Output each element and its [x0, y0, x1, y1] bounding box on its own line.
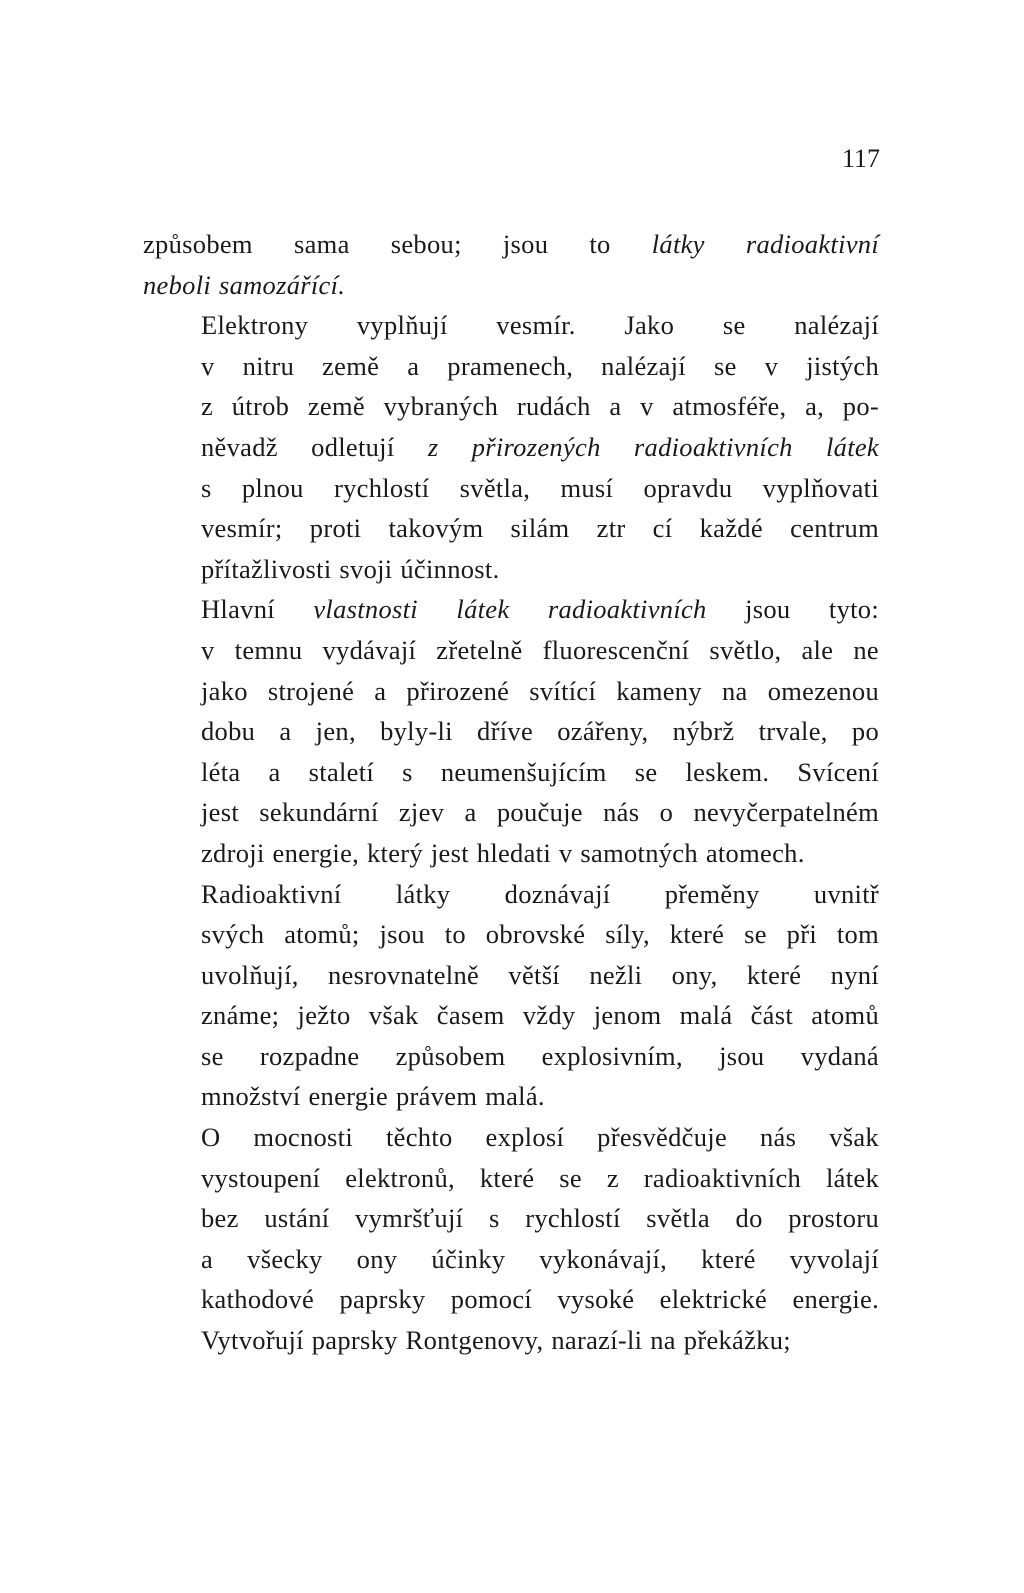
text-run: s plnou rychlostí světla, musí opravdu vyplňovati [201, 472, 879, 503]
text-line [143, 792, 879, 833]
text-run: přítažlivosti svoji účinnost. [201, 553, 500, 584]
text-line [143, 265, 879, 306]
text-run: známe; ježto však časem vždy jenom malá část atomů [201, 1000, 879, 1031]
text-run: Vytvořují paprsky Rontgenovy, narazí-li na překážku; [201, 1325, 791, 1356]
text-line [143, 549, 879, 590]
text-run: vystoupení elektronů, které se z radioaktivních látek [201, 1162, 879, 1193]
text-line [143, 955, 879, 996]
text-line [143, 1279, 879, 1320]
text-line [143, 305, 879, 346]
text-line [143, 386, 879, 427]
text-run: uvolňují, nesrovnatelně větší nežli ony, které nyní [201, 959, 879, 990]
italic-term: látky radioaktivní [651, 229, 880, 259]
text-run: z útrob země vybraných rudách a v atmosféře, a, po- [201, 391, 879, 422]
text-run: Elektrony vyplňují vesmír. Jako se nalézají [201, 310, 879, 341]
text-run: a všecky ony účinky vykonávají, které vyvolají [201, 1243, 879, 1274]
text-line [143, 752, 879, 793]
text-run: v temnu vydávají zřetelně fluorescenční světlo, ale ne [201, 634, 879, 665]
text-run: dobu a jen, byly-li dříve ozářeny, nýbrž trvale, po [201, 716, 879, 747]
text-run: něvadž odletují [201, 431, 428, 462]
text-run: zdroji energie, který jest hledati v samotných atomech. [201, 837, 805, 868]
paragraph [143, 305, 879, 589]
text-line [143, 427, 879, 468]
text-line [143, 1036, 879, 1077]
text-run: Hlavní [201, 594, 314, 625]
text-line [143, 1076, 879, 1117]
text-line [143, 346, 879, 387]
text-run: O mocnosti těchto explosí přesvědčuje nás však [201, 1122, 879, 1153]
text-line [143, 671, 879, 712]
paragraph [143, 589, 879, 873]
text-line [143, 1198, 879, 1239]
page-number: 117 [841, 144, 880, 173]
text-run: množství energie právem malá. [201, 1081, 545, 1112]
text-run: bez ustání vymršťují s rychlostí světla do prostoru [201, 1203, 879, 1234]
paragraph [143, 874, 879, 1118]
text-line [143, 1239, 879, 1280]
text-line [143, 1320, 879, 1361]
text-run: Radioaktivní látky doznávají přeměny uvnitř [201, 878, 879, 909]
text-line [143, 589, 879, 630]
body-text [143, 224, 879, 1361]
italic-term: z přirozených radioaktivních látek [427, 431, 879, 462]
italic-term: vlastnosti látek radioaktivních [313, 594, 707, 625]
text-run: kathodové paprsky pomocí vysoké elektrické energie. [201, 1284, 879, 1315]
text-line [143, 995, 879, 1036]
paragraph [143, 1117, 879, 1361]
italic-term: neboli samozářící. [143, 269, 346, 300]
text-line [143, 833, 879, 874]
paragraph [143, 224, 879, 305]
text-run: jest sekundární zjev a poučuje nás o nevyčerpatelném [201, 797, 879, 828]
text-line [143, 508, 879, 549]
text-run: v nitru země a pramenech, nalézají se v jistých [201, 350, 879, 381]
text-line [143, 224, 879, 265]
text-line [143, 874, 879, 915]
text-line [143, 1158, 879, 1199]
text-line [143, 468, 879, 509]
text-run: léta a staletí s neumenšujícím se leskem. Svícení [201, 756, 879, 787]
text-run: se rozpadne způsobem explosivním, jsou vydaná [201, 1040, 879, 1071]
text-run: vesmír; proti takovým silám ztr cí každé centrum [201, 513, 879, 544]
text-run: jsou tyto: [706, 594, 879, 625]
text-run: jako strojené a přirozené svítící kameny na omezenou [201, 675, 879, 706]
text-line [143, 711, 879, 752]
text-line [143, 914, 879, 955]
text-run: svých atomů; jsou to obrovské síly, které se při tom [201, 919, 879, 950]
text-line [143, 1117, 879, 1158]
text-line [143, 630, 879, 671]
text-run: způsobem sama sebou; jsou to [143, 229, 652, 259]
